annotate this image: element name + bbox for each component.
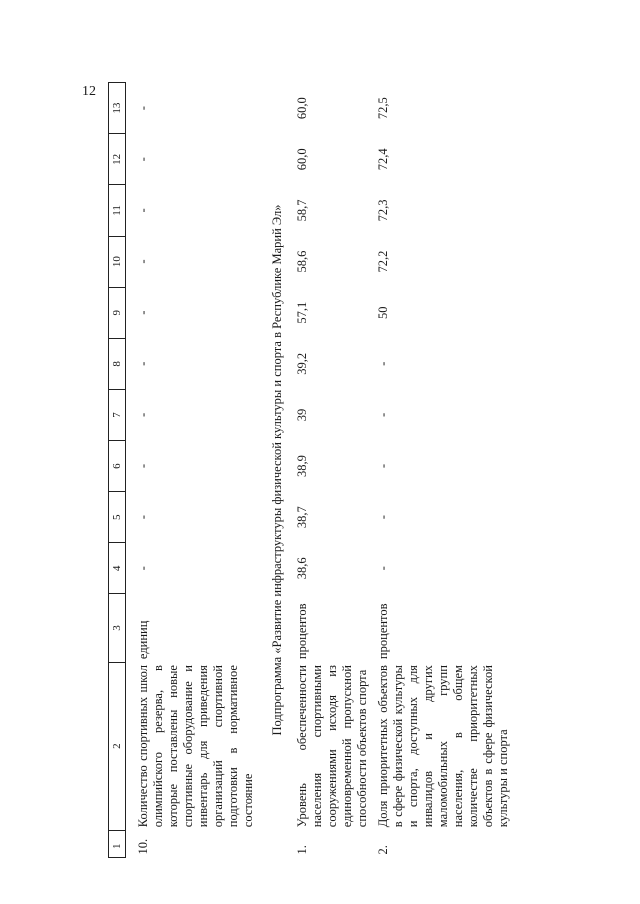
subprogram-heading-row [256,83,295,858]
value-cell: 58,6 [295,250,309,273]
page-number: 12 [82,84,96,99]
value-cell: 39 [295,408,309,422]
value-cell: - [376,412,390,418]
indicator-name: Уровень обеспеченности населения спортивными сооружениями исходя из единовременной пропускной способности объектов спорта [295,665,369,828]
value-cell: 39,2 [295,352,309,375]
column-header: 2 [109,662,126,830]
value-cell: 58,7 [295,199,309,222]
value-cell: - [136,310,150,315]
unit-cell: процентов [376,603,390,660]
row-number: 2. [376,845,390,855]
value-cell: 57,1 [295,301,309,324]
value-cell: - [136,157,150,162]
column-header: 8 [109,338,126,389]
value-cell: 72,2 [376,250,390,273]
unit-cell: единиц [136,620,150,660]
value-cell: - [376,361,390,366]
column-header: 5 [109,492,126,543]
indicator-name: Доля приоритетных объектов в сфере физической культуры и спорта, доступных для инвалидов и других маломобильных групп населения, в общем количестве приоритетных объектов в сфере физической культуры и спорта [376,665,510,828]
value-cell: - [376,566,390,571]
value-cell: - [136,208,150,213]
table-row [295,83,376,858]
value-cell: 72,3 [376,199,390,222]
column-number-header-row [109,83,126,858]
value-cell: - [136,259,150,264]
row-number: 1. [295,845,309,855]
value-cell: 38,9 [295,455,309,478]
value-cell: - [376,464,390,469]
rotated-table-page [108,78,628,858]
indicator-name: Количество спортивных школ олимпийского резерва, в которые поставлены новые спортивные оборудование и инвентарь для приведения организаций спортивной подготовки в нормативное состояние [136,665,255,828]
column-header: 3 [109,594,126,662]
column-header: 12 [109,134,126,185]
value-cell: 38,6 [295,557,309,580]
indicator-table [108,82,517,858]
column-header: 9 [109,287,126,338]
value-cell: 50 [376,306,390,319]
table-row [376,83,517,858]
subprogram-title: Подпрограмма «Развитие инфраструктуры физической культуры и спорта в Республике Марий Эл» [270,204,284,736]
table-row [126,83,257,858]
value-cell: - [136,412,150,418]
value-cell: 72,5 [376,97,390,120]
row-number: 10. [136,838,150,855]
value-cell: - [136,515,150,520]
value-cell: - [136,106,150,111]
value-cell: 60,0 [295,97,309,120]
column-header: 6 [109,441,126,492]
column-header: 13 [109,83,126,134]
value-cell: - [136,464,150,469]
column-header: 7 [109,389,126,440]
column-header: 1 [109,830,126,857]
value-cell: - [136,361,150,366]
value-cell: 60,0 [295,148,309,171]
value-cell: - [136,566,150,571]
column-header: 11 [109,185,126,236]
column-header: 10 [109,236,126,287]
value-cell: 38,7 [295,506,309,529]
value-cell: 72,4 [376,148,390,171]
unit-cell: процентов [295,603,309,660]
column-header: 4 [109,543,126,594]
value-cell: - [376,515,390,520]
